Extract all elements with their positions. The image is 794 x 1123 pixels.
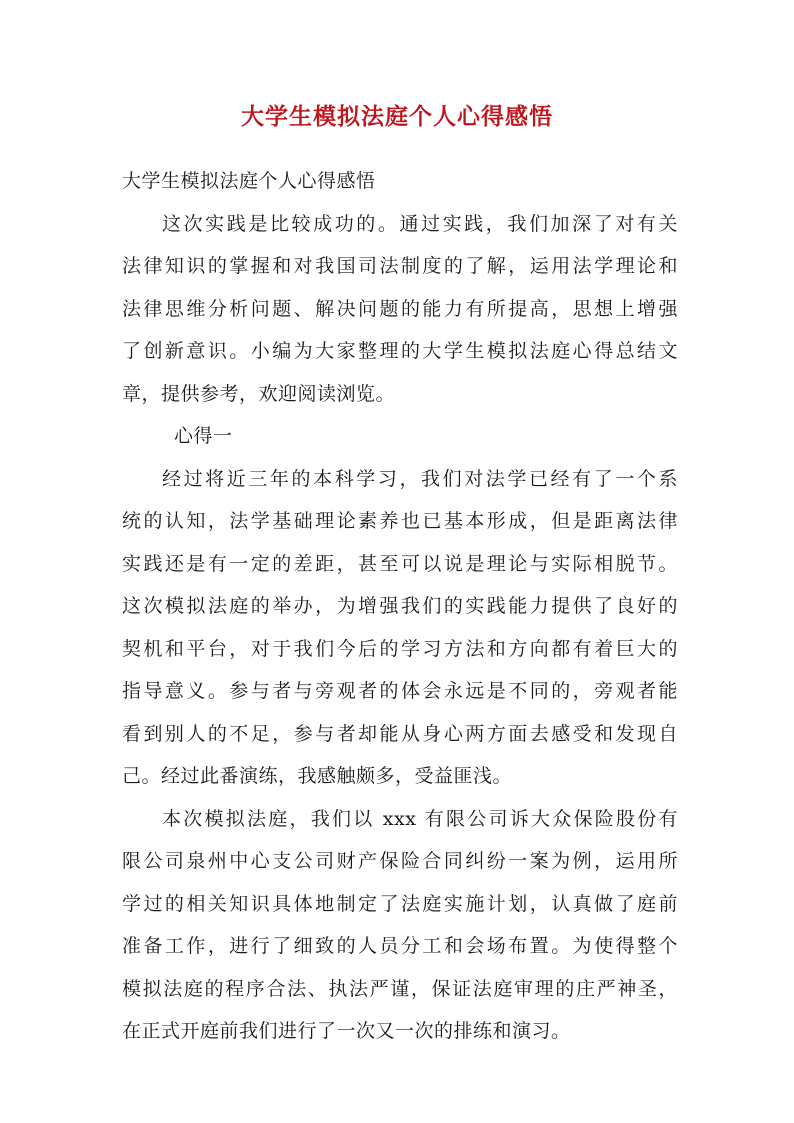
section-heading: 心得一 — [174, 425, 233, 447]
text-line: 章，提供参考，欢迎阅读浏览。 — [122, 382, 396, 405]
text-line: 准备工作，进行了细致的人员分工和会场布置。为使得整个 — [122, 935, 678, 957]
text-line: 这次模拟法庭的举办，为增强我们的实践能力提供了良好的 — [122, 595, 678, 617]
text-line: 指导意义。参与者与旁观者的体会永远是不同的，旁观者能 — [122, 680, 678, 702]
text-line: 法律知识的掌握和对我国司法制度的了解，运用法学理论和 — [122, 255, 678, 277]
text-line: 统的认知，法学基础理论素养也已基本形成，但是距离法律 — [122, 510, 678, 532]
text-line: 学过的相关知识具体地制定了法庭实施计划，认真做了庭前 — [122, 892, 678, 915]
document-title: 大学生模拟法庭个人心得感悟 — [241, 103, 553, 130]
text-line: 限公司泉州中心支公司财产保险合同纠纷一案为例，运用所 — [122, 850, 678, 872]
text-line: 在正式开庭前我们进行了一次又一次的排练和演习。 — [122, 1020, 571, 1042]
text-line: 法律思维分析问题、解决问题的能力有所提高，思想上增强 — [122, 297, 678, 320]
text-line: 大学生模拟法庭个人心得感悟 — [122, 170, 376, 192]
text-line: 经过将近三年的本科学习，我们对法学已经有了一个系 — [162, 467, 678, 490]
text-line: 看到别人的不足，参与者却能从身心两方面去感受和发现自 — [122, 722, 678, 745]
text-line: 本次模拟法庭，我们以 xxx 有限公司诉大众保险股份有 — [162, 807, 678, 830]
text-line: 契机和平台，对于我们今后的学习方法和方向都有着巨大的 — [122, 637, 678, 660]
text-line: 模拟法庭的程序合法、执法严谨，保证法庭审理的庄严神圣， — [122, 977, 678, 1000]
text-line: 了创新意识。小编为大家整理的大学生模拟法庭心得总结文 — [122, 340, 678, 362]
text-line: 己。经过此番演练，我感触颇多，受益匪浅。 — [122, 765, 513, 787]
text-line: 实践还是有一定的差距，甚至可以说是理论与实际相脱节。 — [122, 552, 678, 575]
document-body — [122, 160, 678, 1053]
text-line: 这次实践是比较成功的。通过实践，我们加深了对有关 — [162, 212, 678, 235]
